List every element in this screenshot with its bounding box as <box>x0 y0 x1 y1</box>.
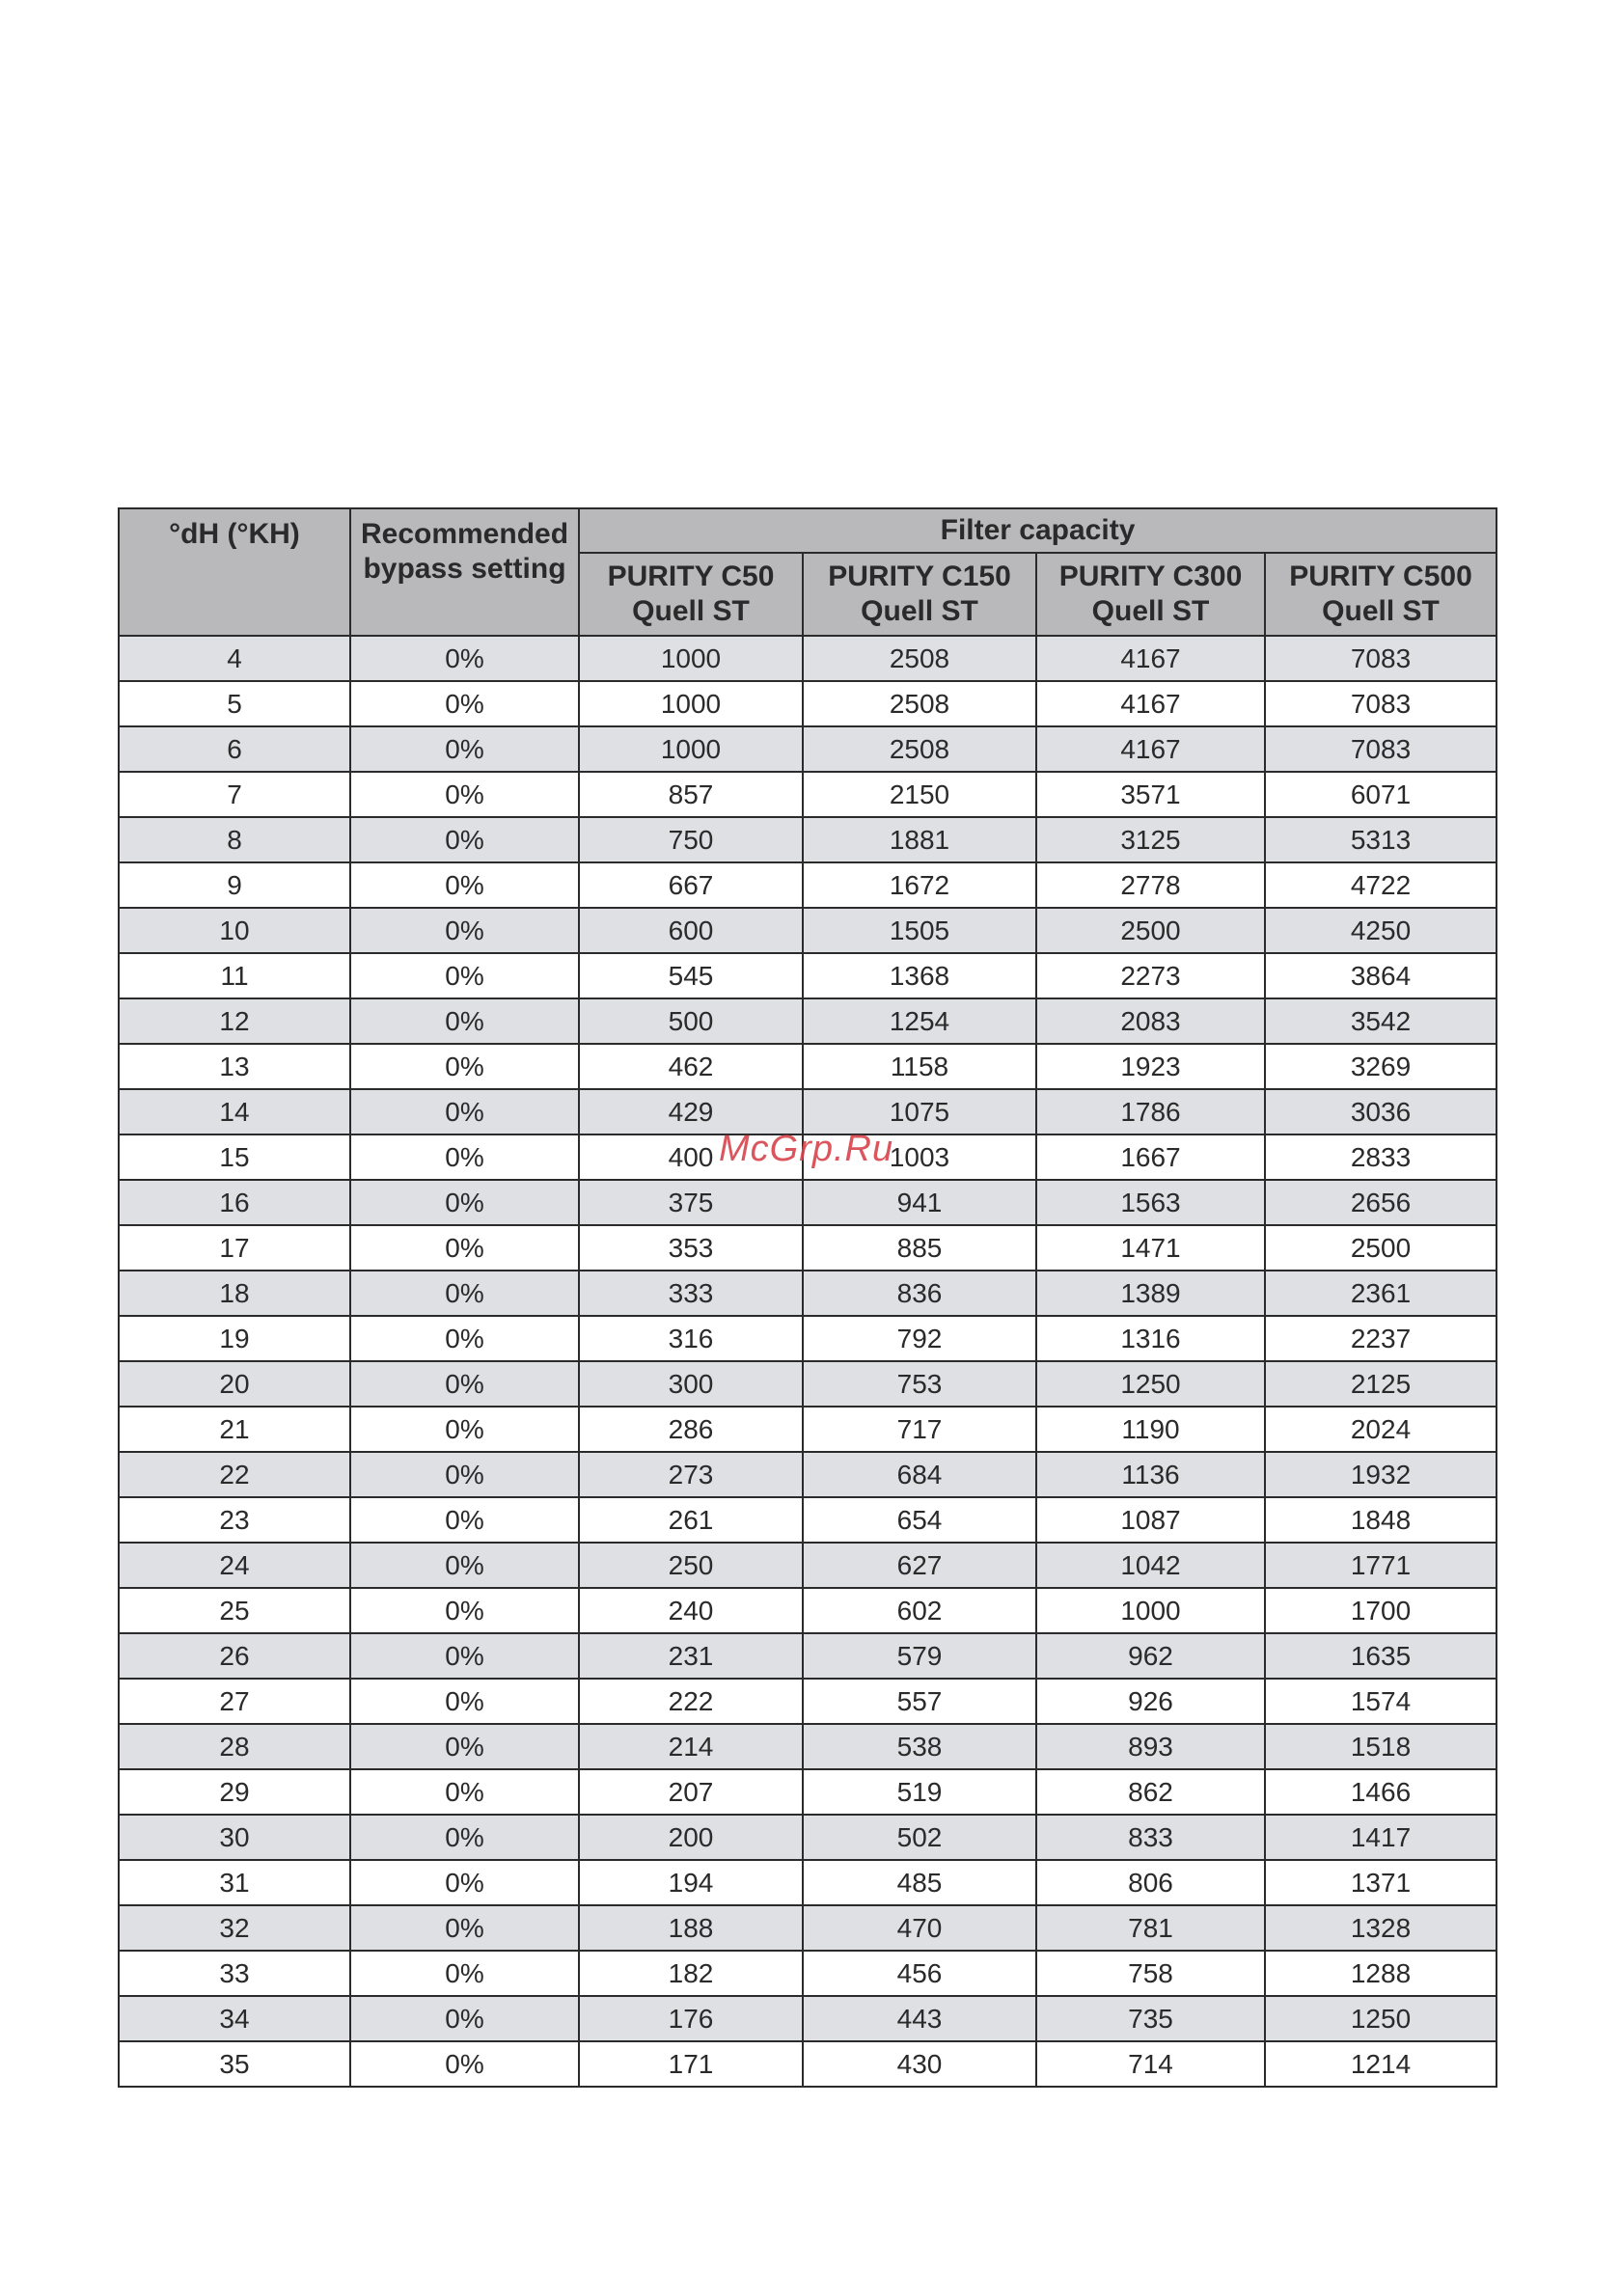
cell-c50: 240 <box>579 1588 803 1633</box>
cell-c500: 3036 <box>1265 1089 1496 1134</box>
cell-c300: 4167 <box>1036 726 1265 772</box>
cell-c300: 758 <box>1036 1951 1265 1996</box>
cell-c500: 1574 <box>1265 1679 1496 1724</box>
table-row <box>119 681 1496 726</box>
cell-hardness: 29 <box>119 1769 350 1815</box>
table-row <box>119 636 1496 681</box>
table-row <box>119 1769 1496 1815</box>
cell-c300: 1563 <box>1036 1180 1265 1225</box>
cell-c300: 1190 <box>1036 1407 1265 1452</box>
cell-bypass: 0% <box>350 1316 579 1361</box>
cell-c50: 171 <box>579 2041 803 2087</box>
table-row <box>119 726 1496 772</box>
cell-bypass: 0% <box>350 1769 579 1815</box>
header-product-c150: PURITY C150 Quell ST <box>803 553 1036 636</box>
cell-c300: 862 <box>1036 1769 1265 1815</box>
cell-c150: 1254 <box>803 998 1036 1044</box>
cell-bypass: 0% <box>350 1089 579 1134</box>
cell-c500: 1635 <box>1265 1633 1496 1679</box>
filter-capacity-table-container <box>118 507 1496 2088</box>
table-row <box>119 1180 1496 1225</box>
cell-c300: 833 <box>1036 1815 1265 1860</box>
header-filter-capacity: Filter capacity <box>579 508 1496 553</box>
cell-hardness: 12 <box>119 998 350 1044</box>
cell-c300: 4167 <box>1036 636 1265 681</box>
cell-hardness: 19 <box>119 1316 350 1361</box>
cell-c500: 7083 <box>1265 636 1496 681</box>
cell-bypass: 0% <box>350 681 579 726</box>
cell-hardness: 5 <box>119 681 350 726</box>
cell-c300: 735 <box>1036 1996 1265 2041</box>
table-row <box>119 2041 1496 2087</box>
cell-c500: 7083 <box>1265 681 1496 726</box>
cell-c150: 1672 <box>803 862 1036 908</box>
cell-c500: 1466 <box>1265 1769 1496 1815</box>
cell-c300: 3125 <box>1036 817 1265 862</box>
cell-c150: 2508 <box>803 681 1036 726</box>
cell-c50: 429 <box>579 1089 803 1134</box>
cell-c150: 1075 <box>803 1089 1036 1134</box>
cell-bypass: 0% <box>350 1996 579 2041</box>
cell-c500: 1328 <box>1265 1905 1496 1951</box>
cell-hardness: 4 <box>119 636 350 681</box>
cell-c300: 2083 <box>1036 998 1265 1044</box>
cell-c50: 1000 <box>579 726 803 772</box>
cell-c50: 182 <box>579 1951 803 1996</box>
cell-c50: 250 <box>579 1543 803 1588</box>
cell-hardness: 33 <box>119 1951 350 1996</box>
cell-c50: 273 <box>579 1452 803 1497</box>
cell-c150: 519 <box>803 1769 1036 1815</box>
cell-c150: 2150 <box>803 772 1036 817</box>
table-row <box>119 1996 1496 2041</box>
cell-c500: 1518 <box>1265 1724 1496 1769</box>
cell-c500: 3864 <box>1265 953 1496 998</box>
cell-c300: 1316 <box>1036 1316 1265 1361</box>
cell-c300: 1471 <box>1036 1225 1265 1271</box>
cell-c500: 7083 <box>1265 726 1496 772</box>
cell-hardness: 11 <box>119 953 350 998</box>
cell-hardness: 22 <box>119 1452 350 1497</box>
cell-c150: 430 <box>803 2041 1036 2087</box>
table-row <box>119 1588 1496 1633</box>
table-row <box>119 1044 1496 1089</box>
cell-c300: 1000 <box>1036 1588 1265 1633</box>
table-header <box>119 508 1496 636</box>
cell-c50: 207 <box>579 1769 803 1815</box>
cell-c300: 2273 <box>1036 953 1265 998</box>
cell-hardness: 7 <box>119 772 350 817</box>
cell-c500: 2500 <box>1265 1225 1496 1271</box>
cell-bypass: 0% <box>350 726 579 772</box>
cell-c300: 4167 <box>1036 681 1265 726</box>
cell-c500: 1214 <box>1265 2041 1496 2087</box>
cell-hardness: 10 <box>119 908 350 953</box>
cell-c300: 1087 <box>1036 1497 1265 1543</box>
cell-c150: 792 <box>803 1316 1036 1361</box>
cell-c50: 214 <box>579 1724 803 1769</box>
cell-c500: 1848 <box>1265 1497 1496 1543</box>
cell-hardness: 25 <box>119 1588 350 1633</box>
cell-c50: 400 <box>579 1134 803 1180</box>
cell-c150: 502 <box>803 1815 1036 1860</box>
table-row <box>119 1679 1496 1724</box>
cell-c150: 836 <box>803 1271 1036 1316</box>
table-row <box>119 953 1496 998</box>
cell-c500: 3269 <box>1265 1044 1496 1089</box>
cell-c300: 962 <box>1036 1633 1265 1679</box>
cell-c300: 714 <box>1036 2041 1265 2087</box>
table-row <box>119 772 1496 817</box>
cell-c150: 2508 <box>803 726 1036 772</box>
cell-bypass: 0% <box>350 1860 579 1905</box>
cell-c300: 2778 <box>1036 862 1265 908</box>
table-row <box>119 862 1496 908</box>
cell-c150: 485 <box>803 1860 1036 1905</box>
cell-bypass: 0% <box>350 1633 579 1679</box>
cell-bypass: 0% <box>350 636 579 681</box>
cell-c150: 1368 <box>803 953 1036 998</box>
cell-c500: 1288 <box>1265 1951 1496 1996</box>
cell-c500: 3542 <box>1265 998 1496 1044</box>
cell-c50: 316 <box>579 1316 803 1361</box>
cell-hardness: 16 <box>119 1180 350 1225</box>
cell-c50: 857 <box>579 772 803 817</box>
cell-hardness: 14 <box>119 1089 350 1134</box>
cell-c150: 1003 <box>803 1134 1036 1180</box>
table-row <box>119 1271 1496 1316</box>
table-row <box>119 1815 1496 1860</box>
table-row <box>119 817 1496 862</box>
cell-c300: 806 <box>1036 1860 1265 1905</box>
cell-c150: 941 <box>803 1180 1036 1225</box>
cell-hardness: 32 <box>119 1905 350 1951</box>
cell-hardness: 15 <box>119 1134 350 1180</box>
cell-c150: 654 <box>803 1497 1036 1543</box>
table-row <box>119 1860 1496 1905</box>
cell-hardness: 8 <box>119 817 350 862</box>
cell-bypass: 0% <box>350 1724 579 1769</box>
cell-c50: 600 <box>579 908 803 953</box>
cell-c150: 538 <box>803 1724 1036 1769</box>
cell-bypass: 0% <box>350 1361 579 1407</box>
cell-c50: 222 <box>579 1679 803 1724</box>
cell-c300: 781 <box>1036 1905 1265 1951</box>
cell-c300: 1136 <box>1036 1452 1265 1497</box>
cell-c300: 1667 <box>1036 1134 1265 1180</box>
cell-c150: 1505 <box>803 908 1036 953</box>
cell-bypass: 0% <box>350 1225 579 1271</box>
cell-bypass: 0% <box>350 1044 579 1089</box>
header-product-c500: PURITY C500 Quell ST <box>1265 553 1496 636</box>
cell-c500: 5313 <box>1265 817 1496 862</box>
cell-hardness: 30 <box>119 1815 350 1860</box>
cell-bypass: 0% <box>350 1180 579 1225</box>
cell-c50: 375 <box>579 1180 803 1225</box>
cell-c300: 1923 <box>1036 1044 1265 1089</box>
header-bypass-setting: Recommended bypass setting <box>350 508 579 636</box>
cell-c500: 1771 <box>1265 1543 1496 1588</box>
cell-hardness: 13 <box>119 1044 350 1089</box>
cell-c50: 261 <box>579 1497 803 1543</box>
table-row <box>119 1089 1496 1134</box>
cell-bypass: 0% <box>350 1905 579 1951</box>
cell-bypass: 0% <box>350 1452 579 1497</box>
cell-c50: 462 <box>579 1044 803 1089</box>
cell-c150: 717 <box>803 1407 1036 1452</box>
cell-c150: 557 <box>803 1679 1036 1724</box>
cell-bypass: 0% <box>350 1815 579 1860</box>
cell-hardness: 31 <box>119 1860 350 1905</box>
cell-bypass: 0% <box>350 998 579 1044</box>
cell-bypass: 0% <box>350 772 579 817</box>
cell-c300: 926 <box>1036 1679 1265 1724</box>
cell-c500: 2656 <box>1265 1180 1496 1225</box>
cell-c300: 1042 <box>1036 1543 1265 1588</box>
cell-c50: 500 <box>579 998 803 1044</box>
cell-c50: 353 <box>579 1225 803 1271</box>
cell-c150: 1158 <box>803 1044 1036 1089</box>
header-hardness: °dH (°KH) <box>119 508 350 636</box>
cell-c50: 545 <box>579 953 803 998</box>
cell-c50: 188 <box>579 1905 803 1951</box>
cell-c300: 1786 <box>1036 1089 1265 1134</box>
table-row <box>119 908 1496 953</box>
cell-c150: 2508 <box>803 636 1036 681</box>
cell-bypass: 0% <box>350 2041 579 2087</box>
cell-bypass: 0% <box>350 1543 579 1588</box>
cell-bypass: 0% <box>350 1497 579 1543</box>
cell-c500: 1932 <box>1265 1452 1496 1497</box>
cell-hardness: 28 <box>119 1724 350 1769</box>
cell-bypass: 0% <box>350 1951 579 1996</box>
cell-hardness: 18 <box>119 1271 350 1316</box>
cell-c500: 2237 <box>1265 1316 1496 1361</box>
cell-bypass: 0% <box>350 817 579 862</box>
cell-hardness: 26 <box>119 1633 350 1679</box>
cell-c300: 3571 <box>1036 772 1265 817</box>
cell-c500: 1417 <box>1265 1815 1496 1860</box>
cell-bypass: 0% <box>350 908 579 953</box>
cell-c150: 684 <box>803 1452 1036 1497</box>
table-row <box>119 1361 1496 1407</box>
cell-c150: 456 <box>803 1951 1036 1996</box>
table-row <box>119 1225 1496 1271</box>
cell-c300: 1250 <box>1036 1361 1265 1407</box>
cell-c50: 231 <box>579 1633 803 1679</box>
table-row <box>119 1316 1496 1361</box>
cell-c500: 1700 <box>1265 1588 1496 1633</box>
cell-c500: 1250 <box>1265 1996 1496 2041</box>
cell-c500: 6071 <box>1265 772 1496 817</box>
cell-c50: 1000 <box>579 681 803 726</box>
cell-c150: 627 <box>803 1543 1036 1588</box>
cell-hardness: 23 <box>119 1497 350 1543</box>
cell-bypass: 0% <box>350 1407 579 1452</box>
header-product-c50: PURITY C50 Quell ST <box>579 553 803 636</box>
cell-c150: 470 <box>803 1905 1036 1951</box>
cell-c50: 667 <box>579 862 803 908</box>
table-row <box>119 998 1496 1044</box>
cell-c500: 2125 <box>1265 1361 1496 1407</box>
cell-hardness: 17 <box>119 1225 350 1271</box>
cell-c50: 300 <box>579 1361 803 1407</box>
cell-c500: 4722 <box>1265 862 1496 908</box>
table-body <box>119 636 1496 2087</box>
cell-bypass: 0% <box>350 1271 579 1316</box>
cell-bypass: 0% <box>350 1588 579 1633</box>
table-row <box>119 1905 1496 1951</box>
table-row <box>119 1951 1496 1996</box>
cell-c50: 176 <box>579 1996 803 2041</box>
cell-c50: 333 <box>579 1271 803 1316</box>
cell-c150: 753 <box>803 1361 1036 1407</box>
watermark-text: McGrp.Ru <box>719 1129 894 1169</box>
cell-hardness: 9 <box>119 862 350 908</box>
table-row <box>119 1407 1496 1452</box>
cell-c150: 1881 <box>803 817 1036 862</box>
cell-bypass: 0% <box>350 1679 579 1724</box>
cell-c50: 194 <box>579 1860 803 1905</box>
cell-c150: 885 <box>803 1225 1036 1271</box>
cell-c50: 200 <box>579 1815 803 1860</box>
table-row <box>119 1724 1496 1769</box>
cell-c50: 750 <box>579 817 803 862</box>
cell-c300: 893 <box>1036 1724 1265 1769</box>
cell-bypass: 0% <box>350 1134 579 1180</box>
cell-hardness: 21 <box>119 1407 350 1452</box>
cell-c50: 286 <box>579 1407 803 1452</box>
cell-c300: 1389 <box>1036 1271 1265 1316</box>
cell-hardness: 35 <box>119 2041 350 2087</box>
filter-capacity-table <box>118 507 1497 2088</box>
cell-hardness: 34 <box>119 1996 350 2041</box>
cell-c500: 4250 <box>1265 908 1496 953</box>
cell-c500: 2024 <box>1265 1407 1496 1452</box>
cell-hardness: 27 <box>119 1679 350 1724</box>
table-row <box>119 1633 1496 1679</box>
cell-c500: 1371 <box>1265 1860 1496 1905</box>
cell-c150: 602 <box>803 1588 1036 1633</box>
table-row <box>119 1452 1496 1497</box>
cell-hardness: 6 <box>119 726 350 772</box>
cell-c500: 2833 <box>1265 1134 1496 1180</box>
cell-c150: 579 <box>803 1633 1036 1679</box>
cell-c300: 2500 <box>1036 908 1265 953</box>
header-product-c300: PURITY C300 Quell ST <box>1036 553 1265 636</box>
cell-hardness: 24 <box>119 1543 350 1588</box>
table-row <box>119 1497 1496 1543</box>
table-row <box>119 1543 1496 1588</box>
cell-hardness: 20 <box>119 1361 350 1407</box>
cell-c150: 443 <box>803 1996 1036 2041</box>
cell-c50: 1000 <box>579 636 803 681</box>
cell-bypass: 0% <box>350 953 579 998</box>
cell-bypass: 0% <box>350 862 579 908</box>
cell-c500: 2361 <box>1265 1271 1496 1316</box>
